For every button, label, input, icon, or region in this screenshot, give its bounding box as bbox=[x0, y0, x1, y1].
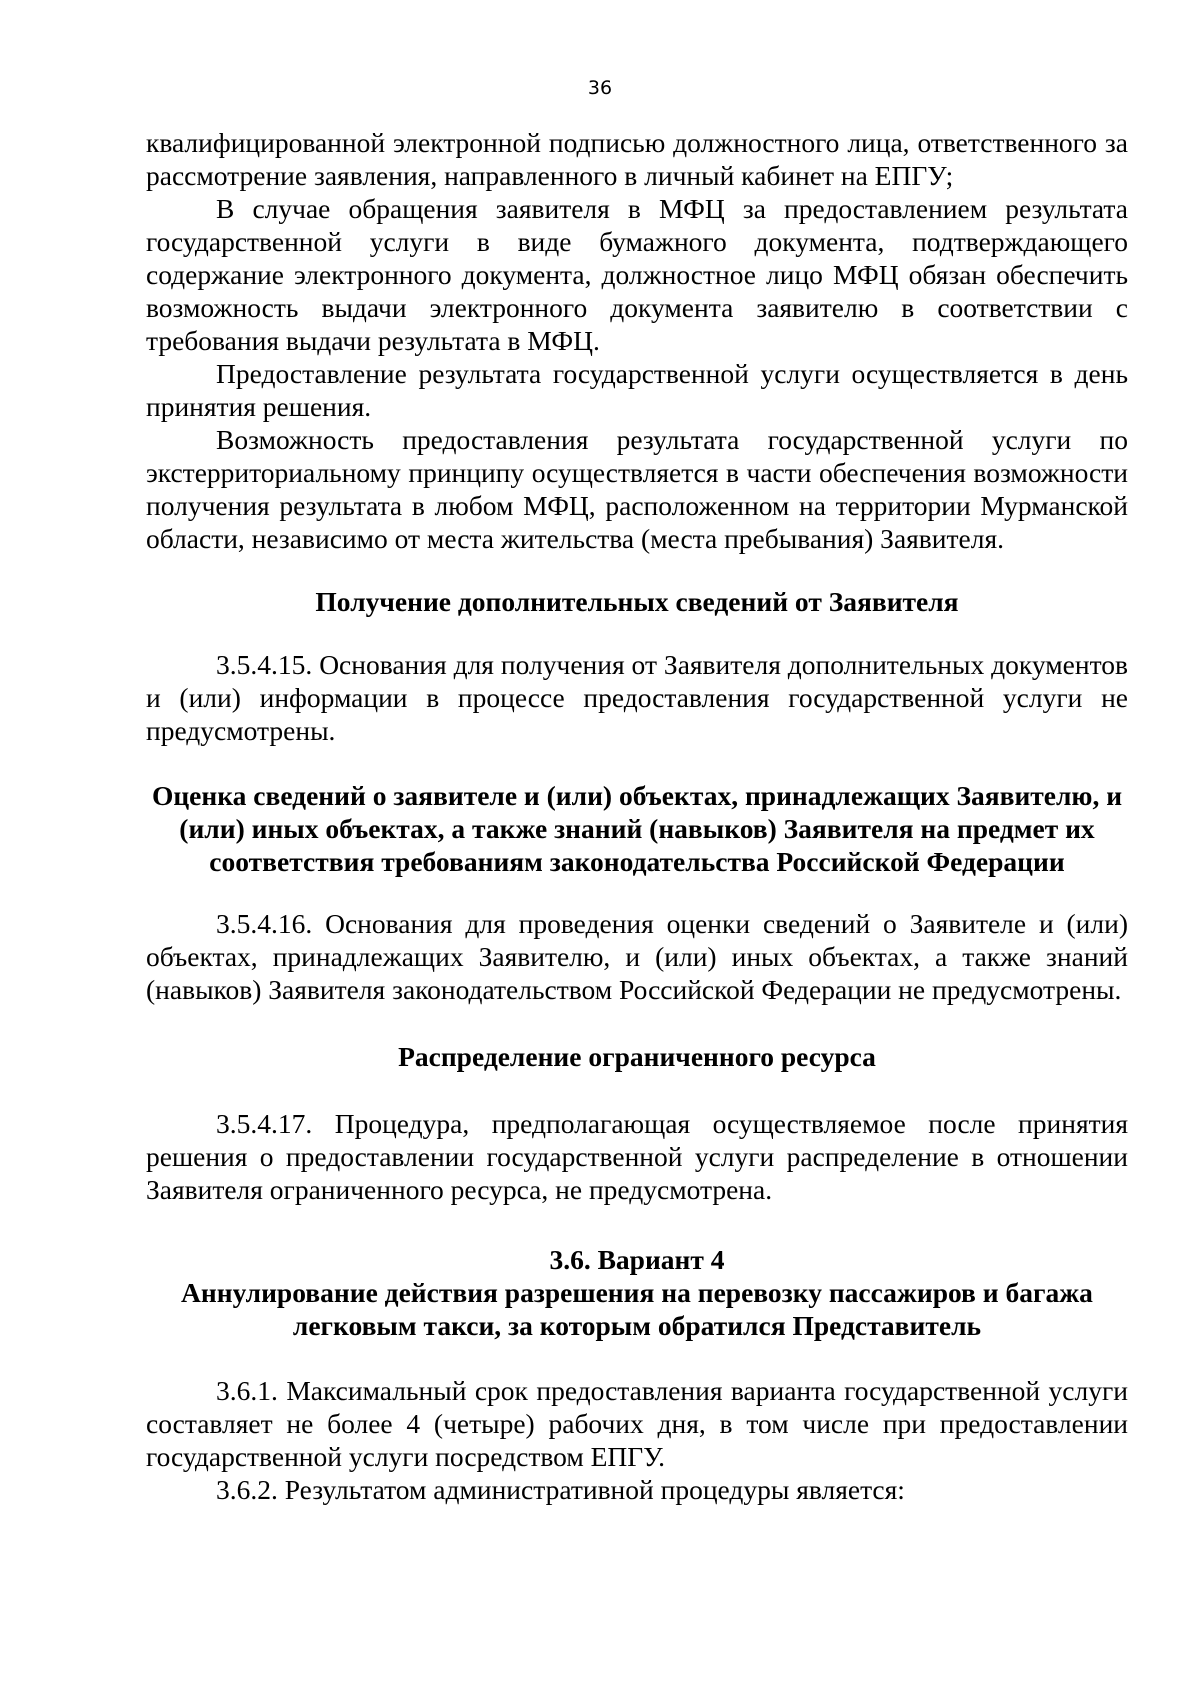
heading-variant-4: 3.6. Вариант 4 bbox=[549, 1244, 725, 1275]
paragraph-3-5-4-17: 3.5.4.17. Процедура, предполагающая осуществляемое после принятия решения о предоставлении государственной услуги распределение в отношении Заявителя ограниченного ресурса, не предусмотрена. bbox=[146, 1108, 1128, 1205]
heading-variant-4-title: Аннулирование действия разрешения на перевозку пассажиров и багажа легковым такси, за которым обратился Представитель bbox=[181, 1277, 1093, 1341]
page-number: 36 bbox=[587, 77, 613, 99]
document-body bbox=[146, 126, 1128, 1506]
heading-assessment: Оценка сведений о заявителе и (или) объектах, принадлежащих Заявителю, и (или) иных объектах, а также знаний (навыков) Заявителя на предмет их соответствия требованиям законодательства Российской Федерации bbox=[151, 780, 1123, 877]
paragraph-result-day: Предоставление результата государственной услуги осуществляется в день принятия решения. bbox=[146, 358, 1128, 422]
paragraph-3-5-4-15: 3.5.4.15. Основания для получения от Заявителя дополнительных документов и (или) информации в процессе предоставления государственной услуги не предусмотрены. bbox=[146, 649, 1128, 746]
heading-additional-info: Получение дополнительных сведений от Заявителя bbox=[315, 586, 959, 617]
paragraph-3-6-2: 3.6.2. Результатом административной процедуры является: bbox=[216, 1474, 905, 1505]
paragraph-extraterritorial: Возможность предоставления результата государственной услуги по экстерриториальному принципу осуществляется в части обеспечения возможности получения результата в любом МФЦ, расположенном на территории Мурманской области, независимо от места жительства (места пребывания) Заявителя. bbox=[146, 424, 1128, 554]
paragraph-paper-document: В случае обращения заявителя в МФЦ за предоставлением результата государственной услуги в виде бумажного документа, подтверждающего содержание электронного документа, должностное лицо МФЦ обязан обеспечить возможность выдачи электронного документа заявителю в соответствии с требования выдачи результата в МФЦ. bbox=[146, 193, 1128, 356]
paragraph-signature-continuation: квалифицированной электронной подписью должностного лица, ответственного за рассмотрение заявления, направленного в личный кабинет на ЕПГУ; bbox=[146, 127, 1128, 191]
heading-limited-resource: Распределение ограниченного ресурса bbox=[398, 1041, 876, 1072]
paragraph-3-6-1: 3.6.1. Максимальный срок предоставления варианта государственной услуги составляет не более 4 (четыре) рабочих дня, в том числе при предоставлении государственной услуги посредством ЕПГУ. bbox=[146, 1375, 1128, 1472]
paragraph-3-5-4-16: 3.5.4.16. Основания для проведения оценки сведений о Заявителе и (или) объектах, принадлежащих Заявителю, и (или) иных объектах, а также знаний (навыков) Заявителя законодательством Российской Федерации не предусмотрены. bbox=[146, 908, 1128, 1005]
